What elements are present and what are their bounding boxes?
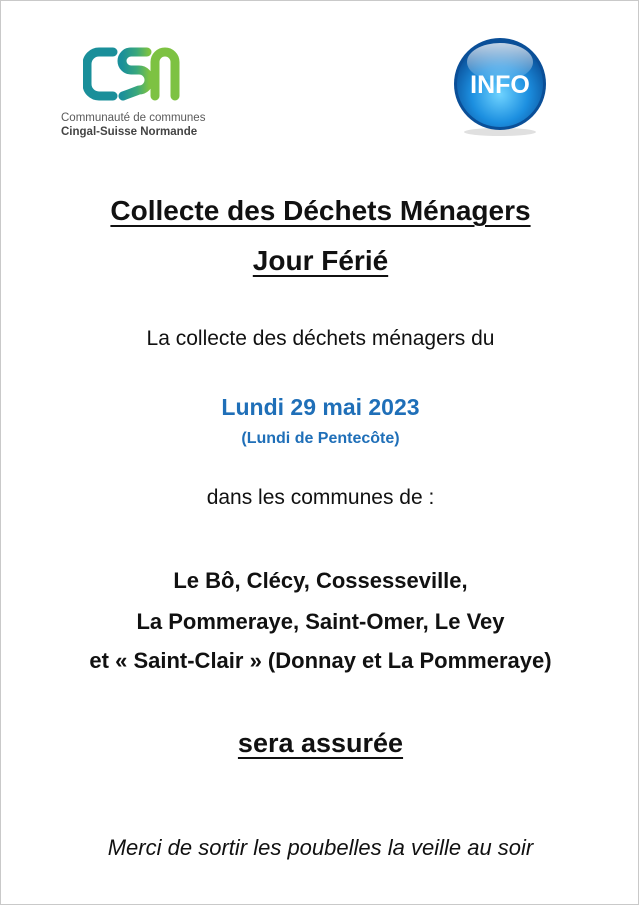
info-badge-label: INFO [470, 71, 530, 99]
communes-intro: dans les communes de : [206, 486, 435, 509]
intro-text: La collecte des déchets ménagers du [146, 327, 495, 350]
logo-subtitle: Communauté de communes [61, 112, 206, 124]
communes-line2: La Pommeraye, Saint-Omer, Le Vey [136, 609, 505, 634]
communes-line1: Le Bô, Clécy, Cossesseville, [173, 568, 468, 593]
csn-logo-mark-icon [83, 46, 183, 102]
communes-line3: et « Saint-Clair » (Donnay et La Pommeraye) [89, 648, 552, 673]
csn-logo [61, 46, 211, 146]
holiday-name: (Lundi de Pentecôte) [241, 430, 400, 447]
status-text: sera assurée [237, 728, 404, 758]
page-title-line2: Jour Férié [252, 245, 389, 276]
info-badge-icon [448, 34, 552, 138]
footer-note: Merci de sortir les poubelles la veille au soir [107, 835, 534, 860]
collection-date: Lundi 29 mai 2023 [221, 394, 420, 420]
logo-org-name: Cingal-Suisse Normande [61, 126, 198, 138]
page-title-line1: Collecte des Déchets Ménagers [110, 195, 531, 226]
